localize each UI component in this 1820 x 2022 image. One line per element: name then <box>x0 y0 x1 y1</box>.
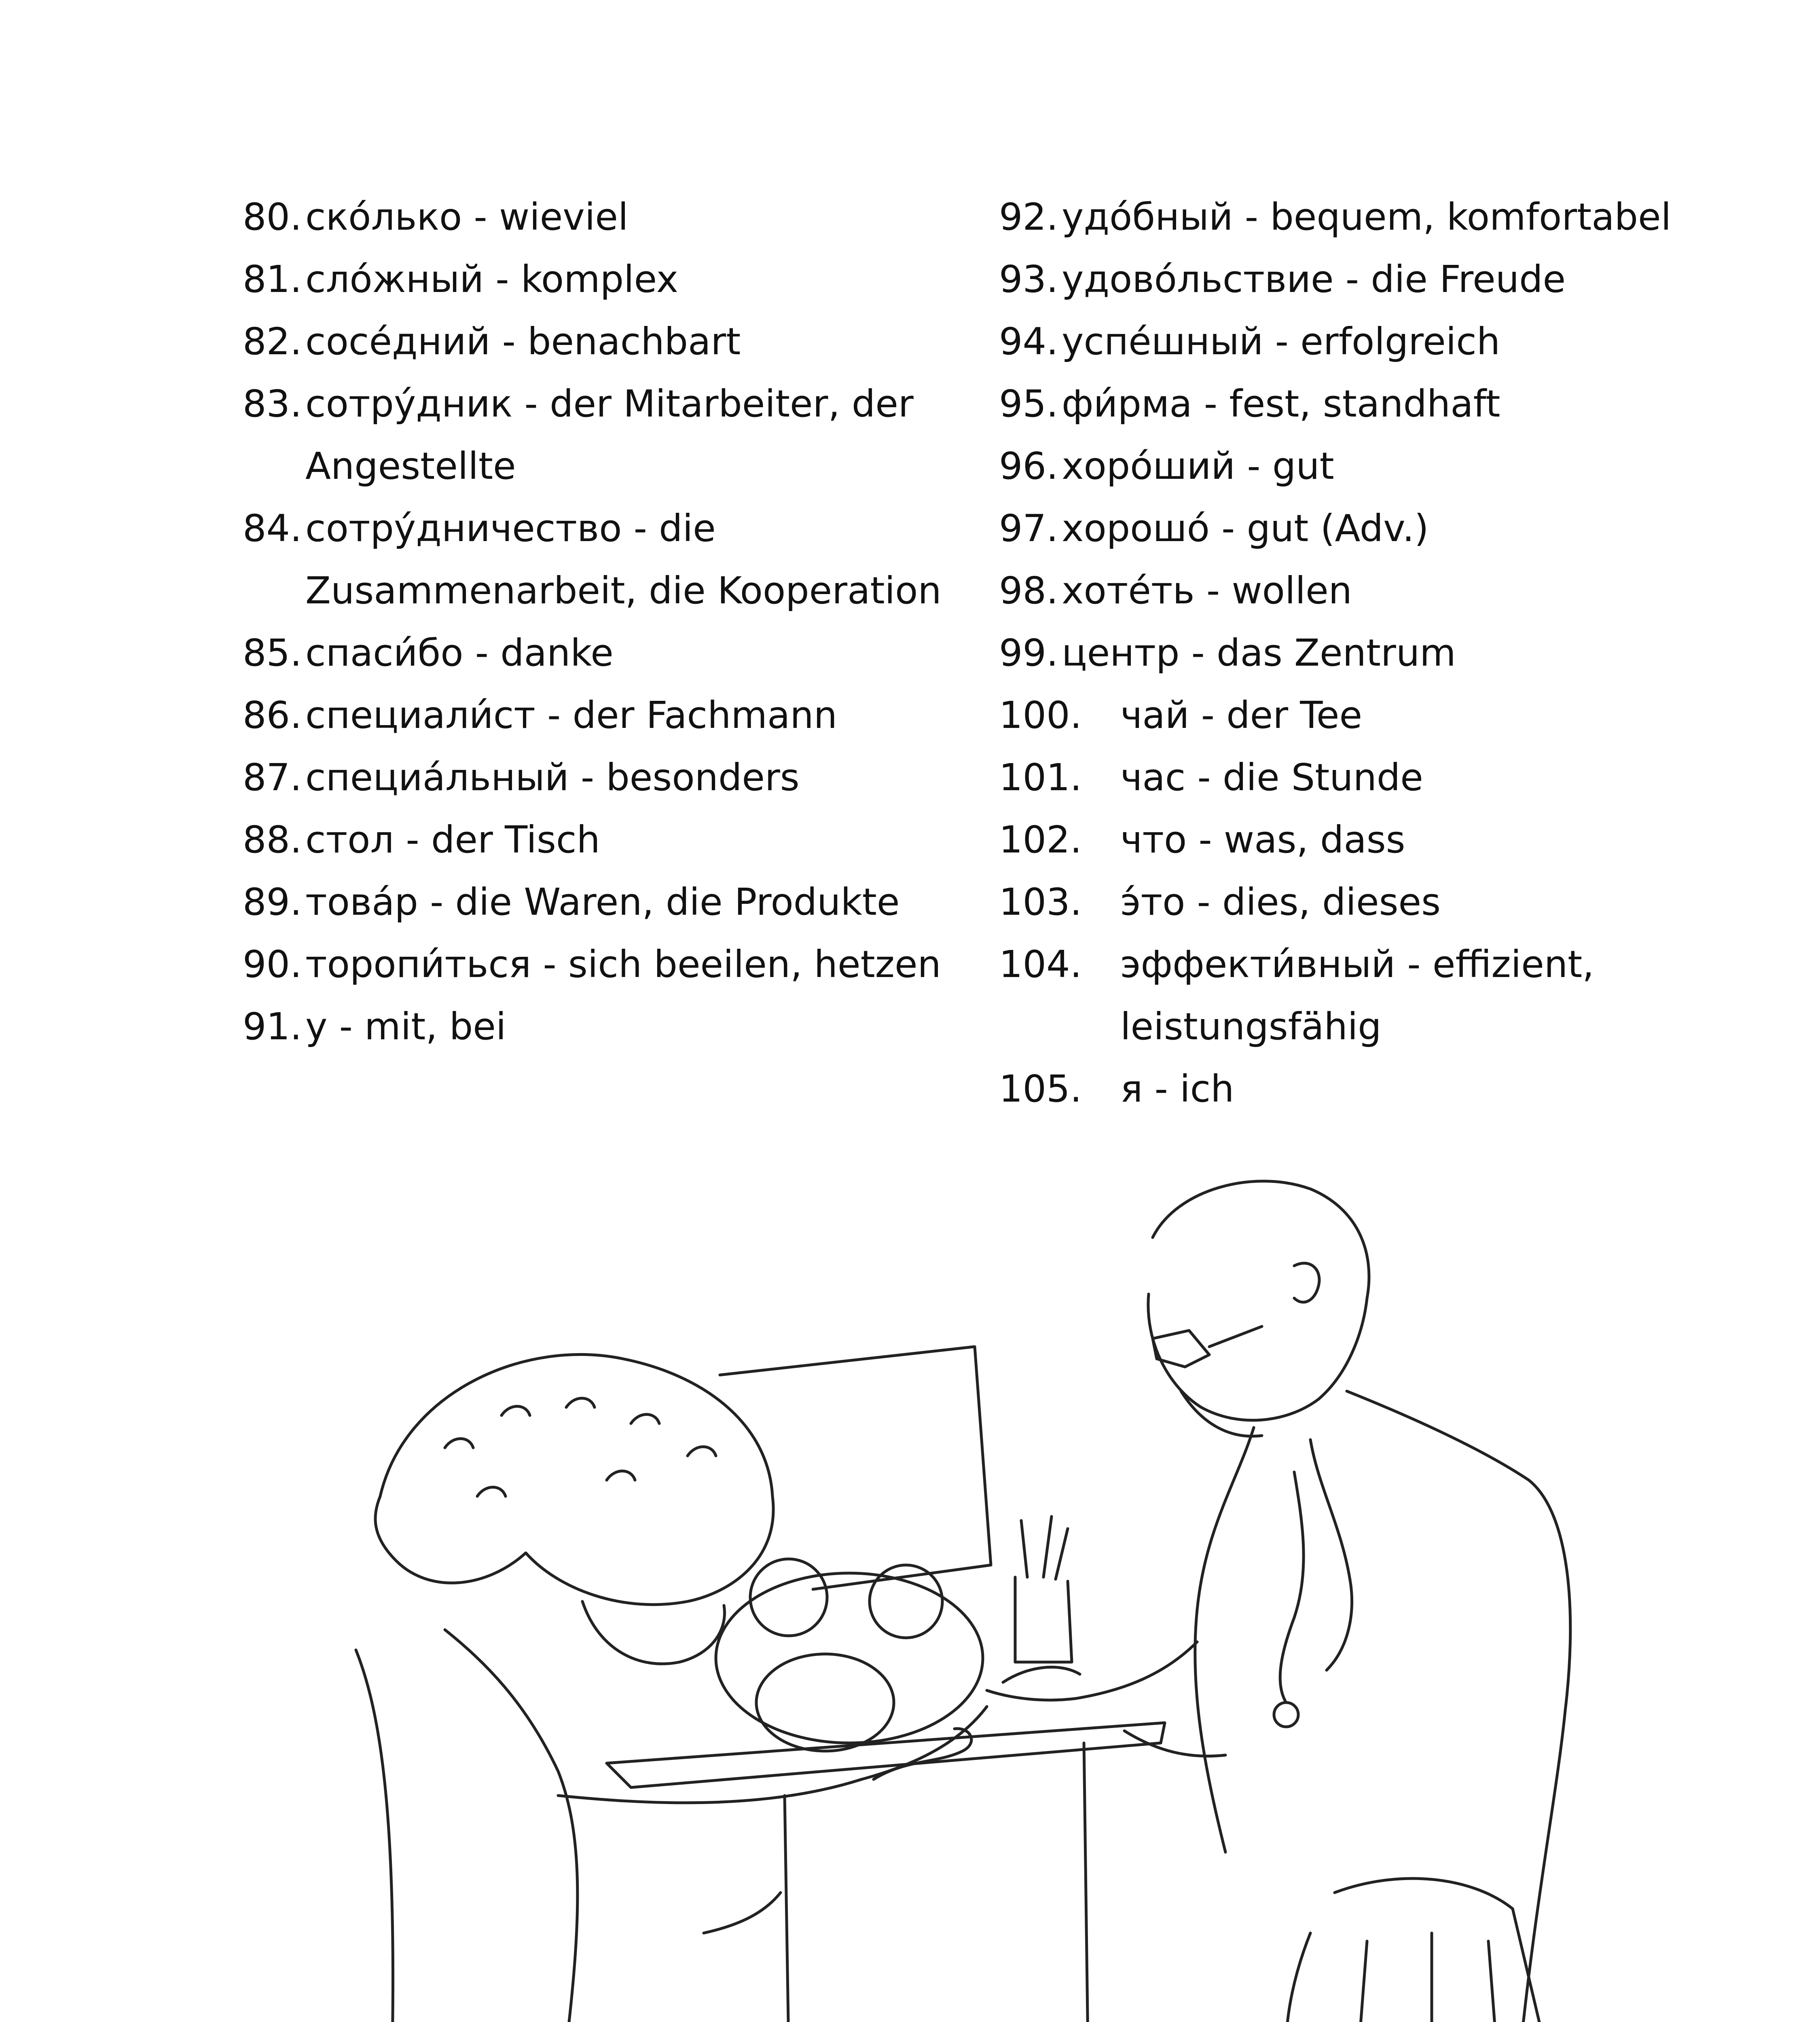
vocab-entry <box>243 933 1003 996</box>
entry-number: 91. <box>243 1005 302 1048</box>
vocab-entry <box>243 497 1003 622</box>
entry-text: центр - das Zentrum <box>1062 631 1456 675</box>
entry-text: хоро́ший - gut <box>1062 444 1334 488</box>
vocab-entry <box>243 747 1003 809</box>
vocab-entry <box>243 311 1003 373</box>
entry-number: 86. <box>243 694 302 737</box>
entry-number: 83. <box>243 382 302 425</box>
entry-number: 80. <box>243 195 302 239</box>
entry-number: 97. <box>999 507 1058 550</box>
entry-number: 105. <box>999 1067 1082 1110</box>
entry-text: торопи́ться - sich beeilen, hetzen <box>305 943 941 986</box>
vocab-entry <box>243 248 1003 311</box>
child-hair <box>375 1354 773 1604</box>
entry-text: сло́жный - komplex <box>305 258 679 301</box>
vocab-entry <box>999 497 1759 560</box>
vocab-entry <box>243 871 1003 933</box>
vocab-entry <box>999 809 1759 871</box>
entry-number: 85. <box>243 631 302 675</box>
vocab-entry <box>999 1058 1759 1120</box>
vocab-entry <box>243 186 1003 248</box>
vocab-entry <box>999 560 1759 622</box>
entry-number: 94. <box>999 320 1058 363</box>
entry-text: час - die Stunde <box>1120 756 1423 799</box>
vocab-entry <box>243 684 1003 747</box>
desk-outline <box>607 1723 1165 1787</box>
vocab-entry <box>999 248 1759 311</box>
doctor-body <box>1195 1428 1254 1852</box>
entry-number: 88. <box>243 818 302 861</box>
stethoscope <box>1280 1472 1304 1703</box>
entry-text: чай - der Tee <box>1120 694 1363 737</box>
entry-number: 101. <box>999 756 1082 799</box>
vocab-entry <box>999 747 1759 809</box>
entry-number: 102. <box>999 818 1082 861</box>
entry-text: специали́ст - der Fachmann <box>305 694 837 737</box>
vocab-entry <box>243 622 1003 684</box>
glasses <box>1153 1326 1262 1367</box>
vocab-entry <box>999 435 1759 497</box>
vocab-entry <box>999 186 1759 248</box>
entry-text: ско́лько - wieviel <box>305 195 629 239</box>
entry-text: удово́льствие - die Freude <box>1062 258 1566 301</box>
entry-number: 84. <box>243 507 302 550</box>
entry-text: у - mit, bei <box>305 1005 506 1048</box>
entry-text: фи́рма - fest, standhaft <box>1062 382 1500 425</box>
vocab-entry <box>999 311 1759 373</box>
vocab-entry <box>999 622 1759 684</box>
vocabulary-list-right <box>999 186 1759 1120</box>
entry-text: хорошо́ - gut (Adv.) <box>1062 507 1429 550</box>
entry-text: сосе́дний - benachbart <box>305 320 741 363</box>
entry-number: 89. <box>243 880 302 924</box>
entry-number: 87. <box>243 756 302 799</box>
entry-number: 95. <box>999 382 1058 425</box>
vocab-entry <box>243 996 1003 1058</box>
vocab-entry <box>243 809 1003 871</box>
doctor-child-sketch <box>275 1165 1610 2022</box>
entry-number: 93. <box>999 258 1058 301</box>
vocab-entry <box>999 871 1759 933</box>
vocabulary-list-left <box>243 186 1003 1058</box>
entry-text: сотру́дничество - die Zusammenarbeit, die Kooperation <box>305 507 942 612</box>
vocab-entry <box>999 684 1759 747</box>
entry-text: что - was, dass <box>1120 818 1405 861</box>
vocab-entry <box>999 933 1759 1058</box>
entry-number: 82. <box>243 320 302 363</box>
entry-number: 96. <box>999 444 1058 488</box>
entry-text: эффекти́вный - effizient, leistungsfähig <box>1120 943 1594 1048</box>
entry-text: специа́льный - besonders <box>305 756 800 799</box>
entry-text: сотру́дник - der Mitarbeiter, der Angestellte <box>305 382 914 488</box>
entry-text: я - ich <box>1120 1067 1234 1110</box>
vocab-entry <box>999 373 1759 435</box>
entry-text: спаси́бо - danke <box>305 631 614 675</box>
entry-text: успе́шный - erfolgreich <box>1062 320 1500 363</box>
entry-text: това́р - die Waren, die Produkte <box>305 880 900 924</box>
entry-text: хоте́ть - wollen <box>1062 569 1352 612</box>
vocab-entry <box>243 373 1003 497</box>
doctor-head <box>1148 1181 1369 1420</box>
entry-number: 92. <box>999 195 1058 239</box>
entry-number: 90. <box>243 943 302 986</box>
entry-number: 99. <box>999 631 1058 675</box>
child-body <box>445 1630 578 2022</box>
entry-number: 81. <box>243 258 302 301</box>
entry-number: 98. <box>999 569 1058 612</box>
entry-number: 103. <box>999 880 1082 924</box>
entry-text: удо́бный - bequem, komfortabel <box>1062 195 1672 239</box>
entry-number: 100. <box>999 694 1082 737</box>
entry-number: 104. <box>999 943 1082 986</box>
entry-text: э́то - dies, dieses <box>1120 880 1441 924</box>
entry-text: стол - der Tisch <box>305 818 600 861</box>
